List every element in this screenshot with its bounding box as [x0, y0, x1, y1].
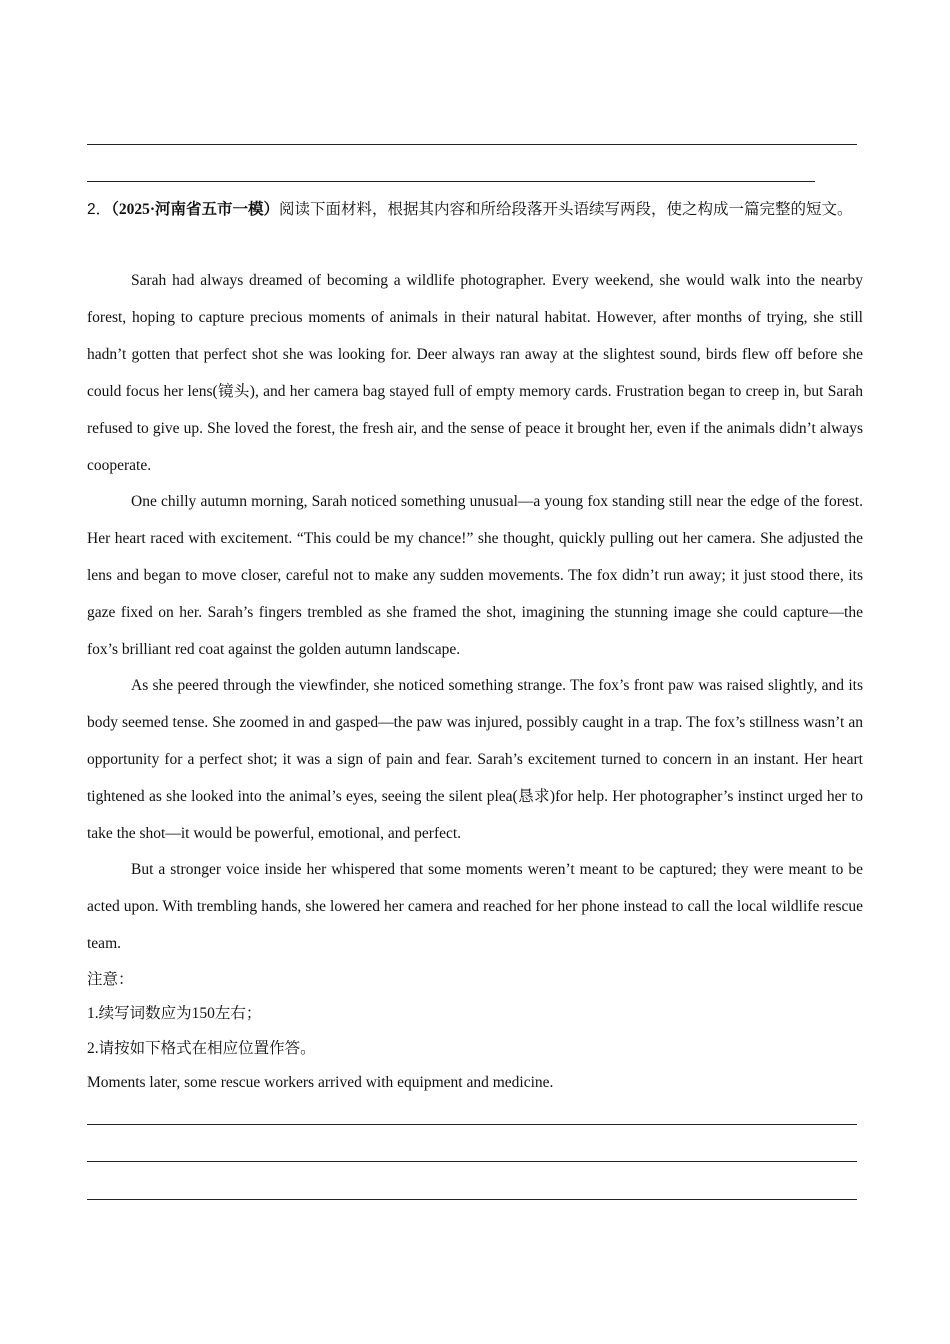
question-instruction: 阅读下面材料，根据其内容和所给段落开头语续写两段，使之构成一篇完整的短文。: [279, 201, 853, 218]
notes-item-2: 2.请按如下格式在相应位置作答。: [87, 1040, 316, 1057]
question-source: （2025·河南省五市一模）: [111, 201, 280, 218]
notes-heading: 注意：: [87, 971, 134, 988]
answer-line-top-2: [87, 181, 815, 182]
passage-paragraph-4: But a stronger voice inside her whispered that some moments weren’t meant to be captured; they were meant to be acted upon. With trembling hands, she lowered her camera and reached for her phone instead to call the local wildlife rescue team.: [87, 861, 863, 952]
answer-line-3[interactable]: [87, 1199, 857, 1200]
notes-item-1: 1.续写词数应为150左右；: [87, 1005, 262, 1022]
question-number: 2．: [87, 201, 112, 218]
passage-paragraph-2: One chilly autumn morning, Sarah noticed something unusual—a young fox standing still near the edge of the forest. Her heart raced with excitement. “This could be my chance!” she thought, quickly pulling out her camera. She adjusted the lens and began to move closer, careful not to make any sudden movements. The fox didn’t run away; it just stood there, its gaze fixed on her. Sarah’s fingers trembled as she framed the shot, imagining the stunning image she could capture—the fox’s brilliant red coat against the golden autumn landscape.: [87, 493, 863, 658]
passage-paragraph-3: As she peered through the viewfinder, she noticed something strange. The fox’s front paw was raised slightly, and its body seemed tense. She zoomed in and gasped—the paw was injured, possibly caught in a trap. The fox’s stillness wasn’t an opportunity for a perfect shot; it was a sign of pain and fear. Sarah’s excitement turned to concern in an instant. Her heart tightened as she looked into the animal’s eyes, seeing the silent plea(恳求)for help. Her photographer’s instinct urged her to take the shot—it would be powerful, emotional, and perfect.: [87, 677, 863, 842]
answer-line-1[interactable]: [87, 1124, 857, 1125]
answer-line-2[interactable]: [87, 1161, 857, 1162]
continuation-opening: Moments later, some rescue workers arrived with equipment and medicine.: [87, 1074, 554, 1091]
answer-line-top-1: [87, 144, 857, 145]
question-stem: [87, 191, 863, 228]
passage-paragraph-1: Sarah had always dreamed of becoming a wildlife photographer. Every weekend, she would walk into the nearby forest, hoping to capture precious moments of animals in their natural habitat. However, after months of trying, she still hadn’t gotten that perfect shot she was looking for. Deer always ran away at the slightest sound, birds flew off before she could focus her lens(镜头), and her camera bag stayed full of empty memory cards. Frustration began to creep in, but Sarah refused to give up. She loved the forest, the fresh air, and the sense of peace it brought her, even if the animals didn’t always cooperate.: [87, 272, 863, 474]
